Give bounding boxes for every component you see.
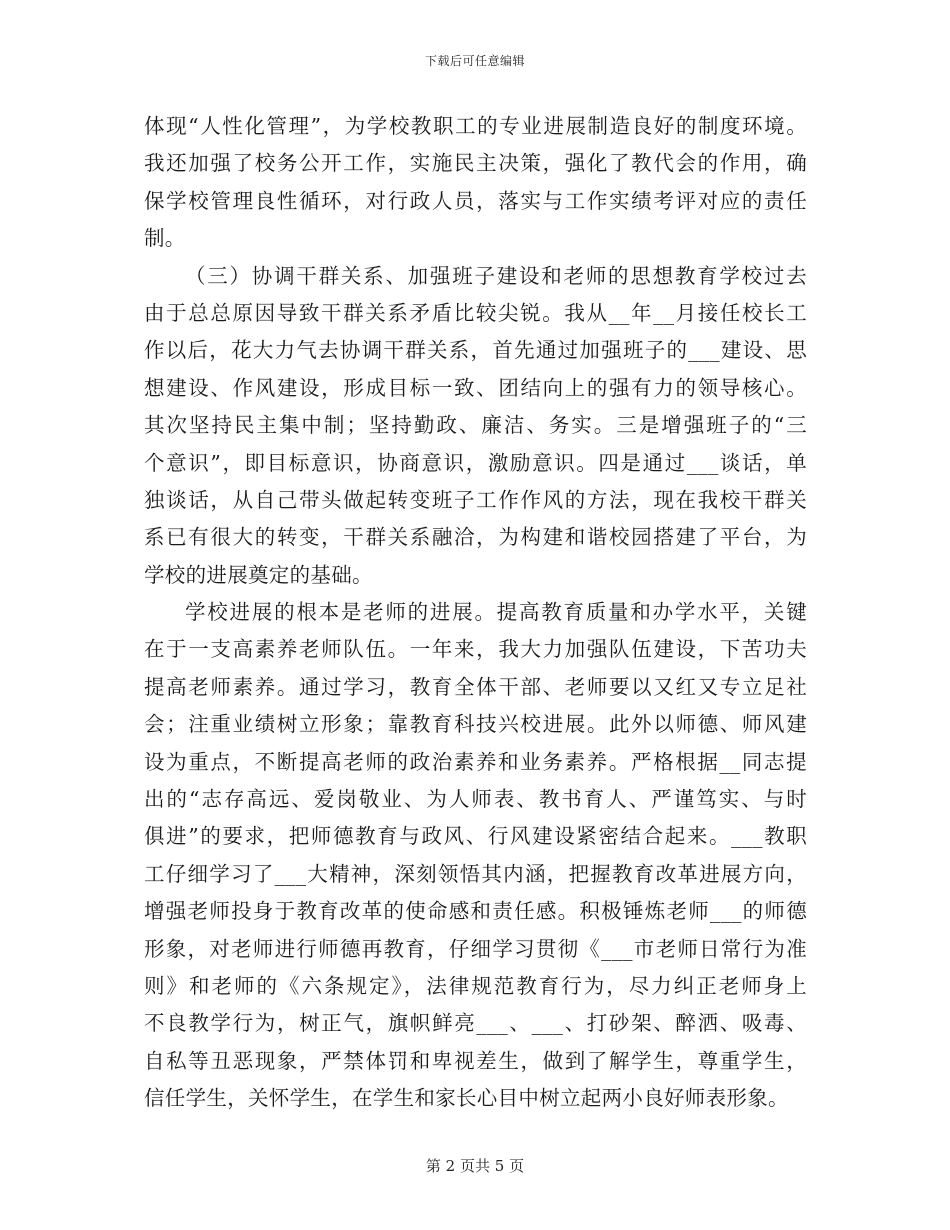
text-line: 保学校管理良性循环，对行政人员，落实与工作实绩考评对应的责任 (144, 188, 807, 213)
text-line: 信任学生，关怀学生，在学生和家长心目中树立起两小良好师表形象。 (144, 1086, 789, 1111)
page-header: 下载后可任意编辑 (424, 54, 525, 68)
paragraph-3 (144, 594, 807, 1117)
text-line: 增强老师投身于教育改革的使命感和责任感。积极锤炼老师___的师德 (144, 899, 807, 924)
text-line: 制。 (144, 226, 186, 251)
paragraph-1 (144, 108, 807, 258)
page-number: 第 2 页共 5 页 (425, 1157, 525, 1175)
text-line: 形象，对老师进行师德再教育，仔细学习贯彻《___市老师日常行为准 (144, 936, 807, 961)
text-line: 个意识”，即目标意识，协商意识，激励意识。四是通过___谈话，单 (144, 450, 807, 475)
text-line: 其次坚持民主集中制；坚持勤政、廉洁、务实。三是增强班子的“三 (144, 413, 807, 438)
text-line: 学校的进展奠定的基础。 (144, 562, 373, 587)
text-line: 设为重点，不断提高老师的政治素养和业务素养。严格根据__同志提 (144, 749, 807, 774)
paragraph-2 (144, 258, 807, 595)
text-line: 独谈话，从自己带头做起转变班子工作作风的方法，现在我校干群关 (144, 487, 807, 512)
text-line: 学校进展的根本是老师的进展。提高教育质量和办学水平，关键 (185, 600, 807, 625)
text-line: 会；注重业绩树立形象；靠教育科技兴校进展。此外以师德、师风建 (144, 712, 807, 737)
text-line: 在于一支高素养老师队伍。一年来，我大力加强队伍建设，下苦功夫 (144, 637, 807, 662)
text-line: 出的“志存高远、爱岗敬业、为人师表、教书育人、严谨笃实、与时 (144, 787, 807, 812)
text-line: 工仔细学习了___大精神，深刻领悟其内涵，把握教育改革进展方向， (144, 861, 807, 886)
text-line: （三）协调干群关系、加强班子建设和老师的思想教育学校过去 (185, 263, 807, 288)
text-line: 俱进”的要求，把师德教育与政风、行风建设紧密结合起来。___教职 (144, 824, 807, 849)
text-line: 自私等丑恶现象，严禁体罚和卑视差生，做到了解学生，尊重学生， (144, 1048, 807, 1073)
text-line: 想建设、作风建设，形成目标一致、团结向上的强有力的领导核心。 (144, 375, 807, 400)
text-line: 作以后，花大力气去协调干群关系，首先通过加强班子的___建设、思 (144, 338, 807, 363)
document-body (144, 108, 807, 1118)
text-line: 不良教学行为，树正气，旗帜鲜亮___、___、打砂架、醉洒、吸毒、 (144, 1011, 807, 1036)
text-line: 由于总总原因导致干群关系矛盾比较尖锐。我从__年__月接任校长工 (144, 300, 807, 325)
text-line: 系已有很大的转变，干群关系融洽，为构建和谐校园搭建了平台，为 (144, 525, 807, 550)
text-line: 我还加强了校务公开工作，实施民主决策，强化了教代会的作用，确 (144, 151, 807, 176)
text-line: 则》和老师的《六条规定》，法律规范教育行为，尽力纠正老师身上 (144, 973, 807, 998)
text-line: 体现“人性化管理”，为学校教职工的专业进展制造良好的制度环境。 (144, 114, 807, 138)
text-line: 提高老师素养。通过学习，教育全体干部、老师要以又红又专立足社 (144, 674, 807, 699)
